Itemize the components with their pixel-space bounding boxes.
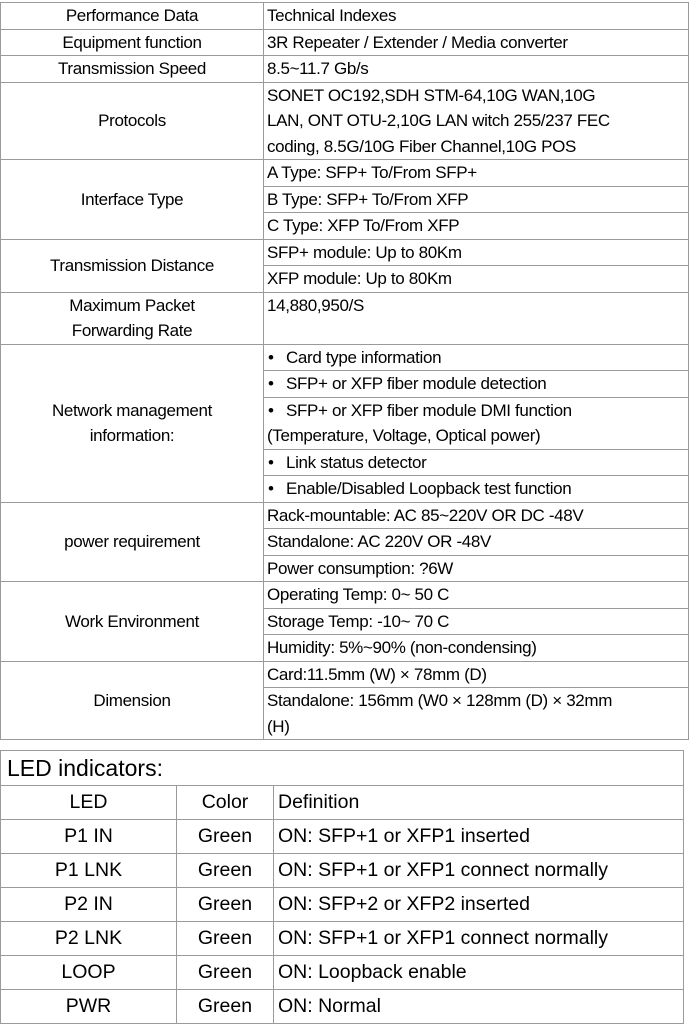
color-col-header: Color: [177, 786, 274, 820]
led-definition: ON: Normal: [274, 990, 684, 1024]
interface-type-label: Interface Type: [1, 160, 264, 240]
led-row: [1, 990, 684, 1024]
spec-table: [0, 2, 689, 740]
header-performance-data: Performance Data: [1, 3, 264, 30]
led-col-header: LED: [1, 786, 177, 820]
nm-item-dmi-line: [267, 398, 688, 424]
led-definition: ON: SFP+1 or XFP1 inserted: [274, 820, 684, 854]
led-name: P2 LNK: [1, 922, 177, 956]
nm-item-text: Card type information: [286, 347, 442, 367]
protocols-line-2: LAN, ONT OTU-2,10G LAN witch 255/237 FEC: [267, 111, 610, 130]
protocols-line-1: SONET OC192,SDH STM-64,10G WAN,10G: [267, 85, 596, 105]
bullet-icon: •: [268, 479, 274, 498]
spec-row-max-packet-rate: [1, 292, 689, 344]
led-definition: ON: SFP+2 or XFP2 inserted: [274, 888, 684, 922]
definition-col-header: Definition: [274, 786, 684, 820]
dimension-label: Dimension: [1, 661, 264, 740]
led-color: Green: [177, 922, 274, 956]
led-name: P1 IN: [1, 820, 177, 854]
max-packet-rate-label-line-1: Maximum Packet: [69, 296, 195, 315]
nm-item-text: SFP+ or XFP fiber module DMI function: [286, 400, 572, 420]
power-consumption: Power consumption: ?6W: [264, 555, 689, 582]
transmission-distance-label: Transmission Distance: [1, 239, 264, 292]
bullet-icon: •: [268, 374, 274, 393]
spec-header-row: [1, 3, 689, 30]
interface-type-b: B Type: SFP+ To/From XFP: [264, 186, 689, 213]
nm-item-text: Link status detector: [286, 452, 427, 472]
transmission-speed-value: 8.5~11.7 Gb/s: [264, 56, 689, 83]
led-color: Green: [177, 820, 274, 854]
led-definition: ON: SFP+1 or XFP1 connect normally: [274, 854, 684, 888]
network-management-label-line-1: Network management: [52, 401, 212, 420]
led-definition: ON: Loopback enable: [274, 956, 684, 990]
network-management-label-line-2: information:: [89, 426, 175, 445]
dimension-standalone-line-2: (H): [267, 716, 290, 736]
env-storage-temp: Storage Temp: -10~ 70 C: [264, 608, 689, 635]
equipment-function-label: Equipment function: [1, 29, 264, 56]
spec-row-nm-1: [1, 344, 689, 371]
led-definition: ON: SFP+1 or XFP1 connect normally: [274, 922, 684, 956]
spec-row-power-1: [1, 502, 689, 529]
led-row: [1, 888, 684, 922]
led-color: Green: [177, 854, 274, 888]
bullet-icon: •: [268, 452, 274, 472]
protocols-value: [264, 82, 689, 160]
bullet-icon: •: [268, 347, 274, 367]
protocols-label: Protocols: [1, 82, 264, 160]
max-packet-rate-label: [1, 292, 264, 344]
spec-row-distance-sfp: [1, 239, 689, 266]
spec-row-equipment-function: [1, 29, 689, 56]
work-environment-label: Work Environment: [1, 582, 264, 662]
nm-item-text: Enable/Disabled Loopback test function: [286, 479, 572, 498]
nm-item-text: SFP+ or XFP fiber module detection: [286, 374, 547, 393]
power-requirement-label: power requirement: [1, 502, 264, 582]
led-table: [0, 750, 684, 1024]
dimension-standalone-line-1: Standalone: 156mm (W0 × 128mm (D) × 32mm: [267, 691, 613, 710]
led-row: [1, 854, 684, 888]
power-rack-mountable: Rack-mountable: AC 85~220V OR DC -48V: [264, 502, 689, 529]
equipment-function-value: 3R Repeater / Extender / Media converter: [264, 29, 689, 56]
led-indicators-title: LED indicators:: [1, 751, 684, 786]
interface-type-c: C Type: XFP To/From XFP: [264, 213, 689, 240]
led-name: P1 LNK: [1, 854, 177, 888]
dimension-standalone: [264, 688, 689, 740]
nm-item-loopback: [264, 476, 689, 503]
nm-item-dmi-continuation: (Temperature, Voltage, Optical power): [267, 426, 541, 445]
protocols-line-3: coding, 8.5G/10G Fiber Channel,10G POS: [267, 136, 576, 156]
nm-item-card-type: [264, 344, 689, 371]
led-name: PWR: [1, 990, 177, 1024]
network-management-label: [1, 344, 264, 502]
power-standalone: Standalone: AC 220V OR -48V: [264, 529, 689, 556]
nm-item-module-detection: [264, 371, 689, 398]
led-row: [1, 956, 684, 990]
interface-type-a: A Type: SFP+ To/From SFP+: [264, 160, 689, 187]
led-header-row: [1, 786, 684, 820]
spec-row-interface-type-a: [1, 160, 689, 187]
header-technical-indexes: Technical Indexes: [264, 3, 689, 30]
led-row: [1, 820, 684, 854]
led-color: Green: [177, 956, 274, 990]
env-humidity: Humidity: 5%~90% (non-condensing): [264, 635, 689, 662]
led-name: LOOP: [1, 956, 177, 990]
nm-item-dmi: [264, 397, 689, 449]
spec-row-env-1: [1, 582, 689, 609]
transmission-speed-label: Transmission Speed: [1, 56, 264, 83]
spec-row-transmission-speed: [1, 56, 689, 83]
led-name: P2 IN: [1, 888, 177, 922]
env-operating-temp: Operating Temp: 0~ 50 C: [264, 582, 689, 609]
spec-row-dimension-card: [1, 661, 689, 688]
max-packet-rate-label-line-2: Forwarding Rate: [71, 321, 193, 340]
transmission-distance-xfp: XFP module: Up to 80Km: [264, 266, 689, 293]
transmission-distance-sfp: SFP+ module: Up to 80Km: [264, 239, 689, 266]
led-color: Green: [177, 990, 274, 1024]
led-title-row: [1, 751, 684, 786]
bullet-icon: •: [268, 400, 274, 420]
max-packet-rate-value: 14,880,950/S: [264, 292, 689, 344]
led-color: Green: [177, 888, 274, 922]
spec-row-protocols: [1, 82, 689, 160]
nm-item-link-status: [264, 449, 689, 476]
dimension-card: Card:11.5mm (W) × 78mm (D): [264, 661, 689, 688]
led-row: [1, 922, 684, 956]
